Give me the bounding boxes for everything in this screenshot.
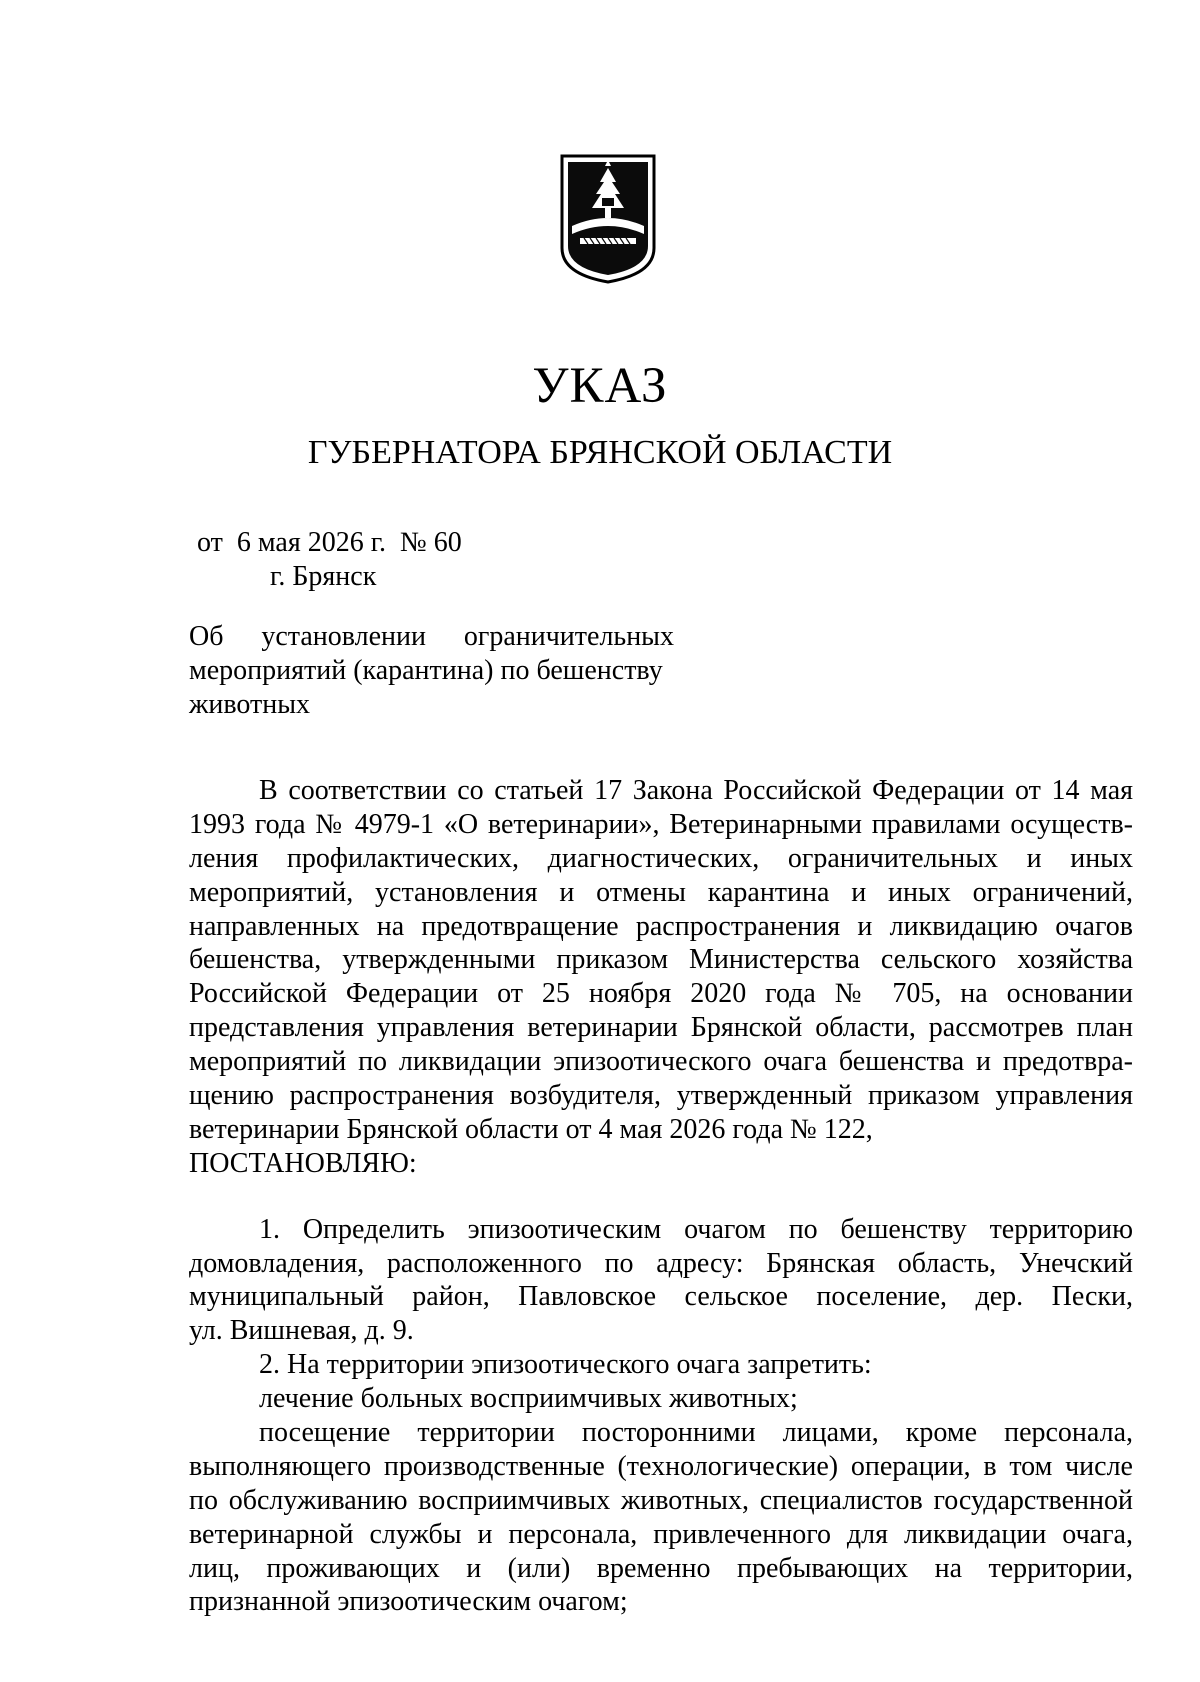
document-body	[189, 774, 1133, 1619]
item1-line: муниципальный район, Павловское сельское поселение, дер. Пески,	[189, 1281, 1133, 1313]
item2-subitem-line: выполняющего производственные (технологические) операции, в том числе	[189, 1450, 1133, 1482]
issuer-title: ГУБЕРНАТОРА БРЯНСКОЙ ОБЛАСТИ	[307, 434, 893, 471]
preamble-line: ветеринарии Брянской области от 4 мая 2026 года № 122,	[189, 1113, 873, 1145]
item2-subitem: лечение больных восприимчивых животных;	[259, 1383, 798, 1415]
item1-line: домовладения, расположенного по адресу: Брянская область, Унечский	[189, 1247, 1133, 1279]
item2-subitem-line: лиц, проживающих и (или) временно пребывающих на территории,	[189, 1552, 1133, 1584]
decree-word: ПОСТАНОВЛЯЮ:	[189, 1147, 417, 1179]
preamble-line: В соответствии со статьей 17 Закона Российской Федерации от 14 мая	[259, 775, 1133, 806]
date-number-line: от 6 мая 2026 г. № 60	[197, 527, 462, 558]
item2-subitem-line: ветеринарной службы и персонала, привлеченного для ликвидации очага,	[189, 1518, 1133, 1550]
city-line: г. Брянск	[270, 561, 377, 592]
preamble-line: мероприятий по ликвидации эпизоотического очага бешенства и предотвра-	[189, 1046, 1133, 1078]
preamble-line: направленных на предотвращение распространения и ликвидацию очагов	[189, 910, 1133, 942]
item2-subitem-line: признанной эпизоотическим очагом;	[189, 1586, 628, 1618]
subject-line: Об установлении ограничительных	[189, 621, 674, 652]
preamble-line: ления профилактических, диагностических, ограничительных и иных	[189, 842, 1133, 874]
preamble-line: мероприятий, установления и отмены карантина и иных ограничений,	[189, 876, 1133, 908]
coat-of-arms-icon	[558, 152, 658, 286]
document-title: УКАЗ	[532, 358, 668, 414]
item2-subitem-line: посещение территории посторонними лицами, кроме персонала,	[259, 1417, 1133, 1449]
document-subject	[189, 620, 674, 722]
item1-line: 1. Определить эпизоотическим очагом по бешенству территорию	[259, 1213, 1133, 1245]
preamble-line: 1993 года № 4979-1 «О ветеринарии», Ветеринарными правилами осуществ-	[189, 808, 1133, 840]
item1-line: ул. Вишневая, д. 9.	[189, 1315, 414, 1347]
item2-heading: 2. На территории эпизоотического очага запретить:	[259, 1349, 872, 1381]
paragraph-gap	[189, 1181, 1133, 1213]
subject-line: мероприятий (карантина) по бешенству	[189, 655, 663, 686]
item2-subitem-line: по обслуживанию восприимчивых животных, специалистов государственной	[189, 1484, 1133, 1516]
preamble-line: представления управления ветеринарии Брянской области, рассмотрев план	[189, 1012, 1133, 1044]
preamble-line: бешенства, утвержденными приказом Министерства сельского хозяйства	[189, 944, 1133, 976]
preamble-line: щению распространения возбудителя, утвержденный приказом управления	[189, 1080, 1133, 1112]
preamble-line: Российской Федерации от 25 ноября 2020 года № 705, на основании	[189, 978, 1133, 1010]
subject-line: животных	[189, 689, 311, 720]
